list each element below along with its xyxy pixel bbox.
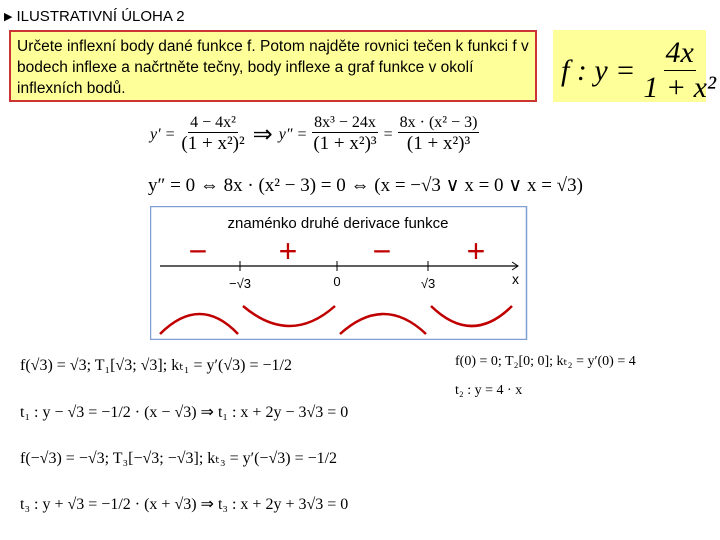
result-text-5: f(−√3) = −√3; T₃[−√3; −√3]; kₜ₃ = y′(−√3) = −1/2 <box>20 450 338 467</box>
result-line-2 <box>455 353 636 370</box>
function-fraction <box>641 36 718 105</box>
second-derivative-lhs: y″ = <box>278 125 308 143</box>
function-lhs: f : y = <box>561 53 636 87</box>
equals-sign: = <box>383 125 393 143</box>
implies-arrow: ⇒ <box>252 122 273 148</box>
result-line-4 <box>20 402 348 422</box>
sign-chart-title: znaménko druhé derivace funkce <box>227 215 449 232</box>
task-text: Určete inflexní body dané funkce f. Potom najděte rovnici tečen k funkci f v bodech inflexe a načrtněte tečny, body inflexe a graf funkce v okolí inflexních bodů. <box>17 38 529 97</box>
second-derivative-denominator-factored: (1 + x²)³ <box>406 133 471 154</box>
first-derivative-fraction <box>179 114 246 155</box>
result-text-3: t₂ : y = 4 · x <box>455 383 523 398</box>
second-derivative-zero-text: y″ = 0 ⇔ 8x · (x² − 3) = 0 ⇔ (x = −√3 ∨ x = 0 ∨ x = √3) <box>148 175 583 196</box>
function-denominator: 1 + x² <box>643 71 716 104</box>
second-derivative-zero-equation <box>148 174 583 197</box>
first-derivative-numerator: 4 − 4x² <box>190 114 236 131</box>
sign-symbol: − <box>372 233 392 269</box>
tick-label-zero: 0 <box>333 274 341 289</box>
sign-chart <box>150 206 528 340</box>
sign-chart-axis-label: x <box>512 271 519 287</box>
second-derivative-fraction <box>311 114 378 155</box>
result-line-3 <box>455 383 522 399</box>
function-definition-box <box>553 30 716 104</box>
derivative-equation <box>150 114 479 155</box>
second-derivative-numerator: 8x³ − 24x <box>314 114 376 131</box>
play-arrow-icon: ▶ <box>4 11 13 23</box>
first-derivative-denominator: (1 + x²)² <box>181 133 245 154</box>
sign-symbol: − <box>188 233 208 269</box>
result-line-5 <box>20 448 337 468</box>
task-box <box>9 30 537 102</box>
result-line-1 <box>20 355 292 375</box>
second-derivative-denominator: (1 + x²)³ <box>313 133 377 154</box>
tick-label-neg-sqrt3: −√3 <box>229 276 251 291</box>
second-derivative-fraction-factored <box>398 114 480 155</box>
tick-label-sqrt3: √3 <box>420 276 436 291</box>
sign-symbol: + <box>466 233 486 269</box>
result-line-6 <box>20 494 348 514</box>
result-text-1: f(√3) = √3; T₁[√3; √3]; kₜ₁ = y′(√3) = −1/2 <box>20 357 292 374</box>
slide-title: ILUSTRATIVNÍ ÚLOHA 2 <box>16 8 185 25</box>
function-numerator: 4x <box>665 36 694 69</box>
slide-header <box>4 8 185 25</box>
second-derivative-numerator-factored: 8x · (x² − 3) <box>399 114 478 131</box>
result-text-2: f(0) = 0; T₂[0; 0]; kₜ₂ = y′(0) = 4 <box>455 354 636 369</box>
function-definition <box>561 36 718 105</box>
result-text-4: t₁ : y − √3 = −1/2 · (x − √3) ⇒ t₁ : x + 2y − 3√3 = 0 <box>20 404 349 421</box>
sign-symbol: + <box>278 233 298 269</box>
result-text-6: t₃ : y + √3 = −1/2 · (x + √3) ⇒ t₃ : x + 2y + 3√3 = 0 <box>20 496 349 513</box>
first-derivative-lhs: y′ = <box>150 125 176 143</box>
